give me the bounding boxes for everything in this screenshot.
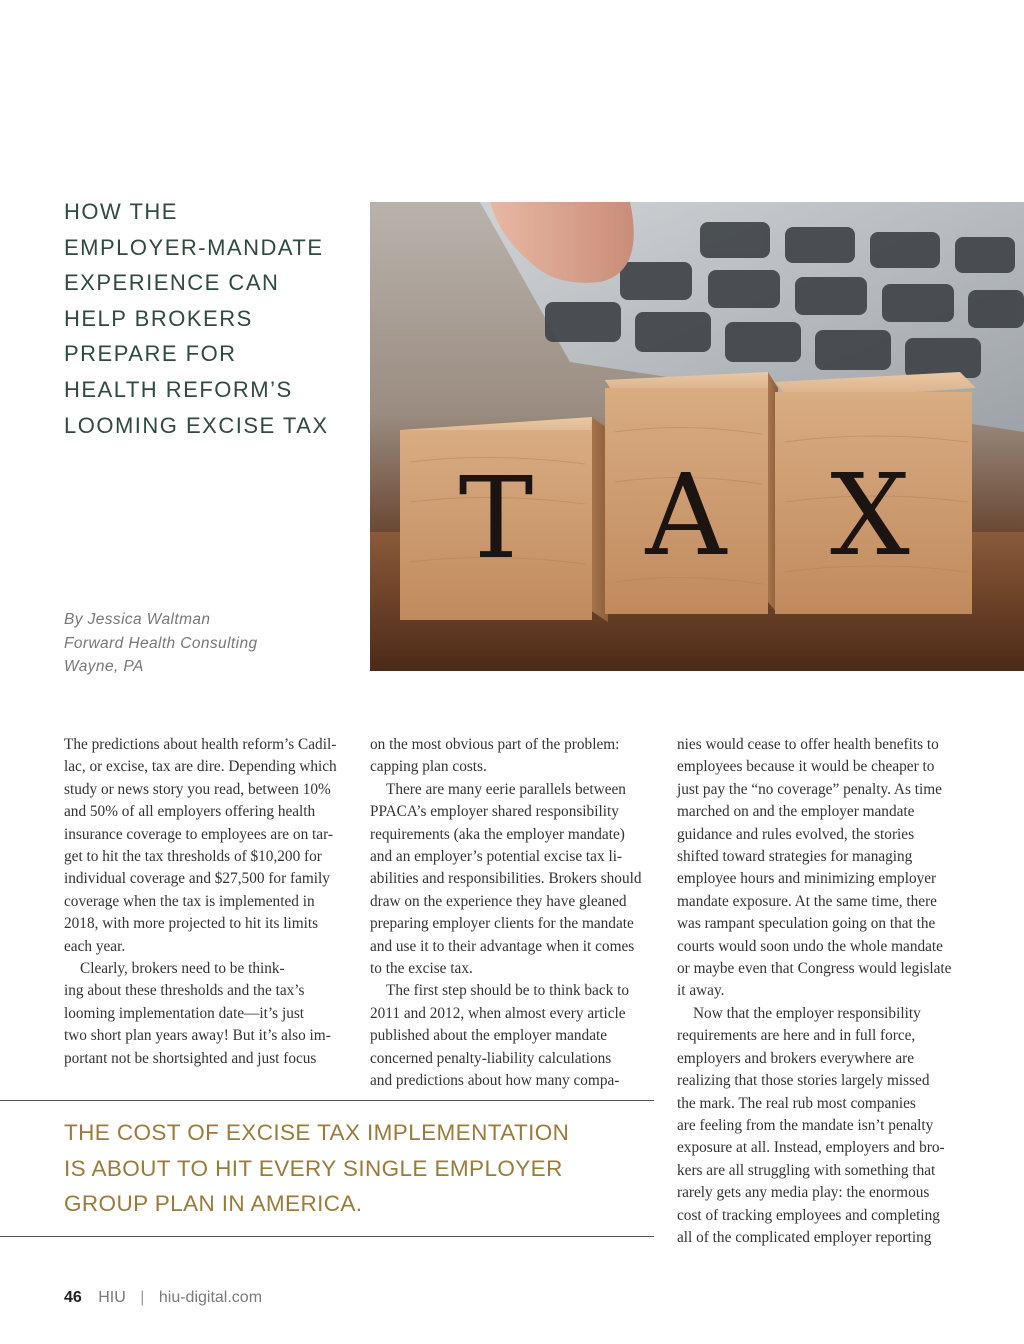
page-number: 46 <box>64 1289 82 1306</box>
page-footer <box>64 1289 262 1307</box>
body-line: requirements are here and in full force, <box>677 1027 916 1045</box>
body-line: There are many eerie parallels between <box>386 780 626 798</box>
body-line: on the most obvious part of the problem: <box>370 736 620 753</box>
body-line: employers and brokers everywhere are <box>677 1049 914 1067</box>
title-line: LOOMING EXCISE TAX <box>64 412 329 438</box>
body-line: published about the employer mandate <box>370 1027 608 1045</box>
body-line: individual coverage and $27,500 for family <box>64 870 330 888</box>
body-line: PPACA’s employer shared responsibility <box>370 803 619 821</box>
body-line: The first step should be to think back to <box>386 982 630 1000</box>
body-column-3 <box>677 734 967 1249</box>
body-line: to the excise tax. <box>370 960 473 978</box>
body-line: and use it to their advantage when it comes <box>370 937 635 955</box>
body-line: coverage when the tax is implemented in <box>64 892 315 910</box>
body-line: are feeling from the mandate isn’t penalty <box>677 1116 934 1134</box>
body-line: marched on and the employer mandate <box>677 803 915 821</box>
body-line: or maybe even that Congress would legislate <box>677 960 952 978</box>
body-line: and predictions about how many compa- <box>370 1072 620 1090</box>
body-line: kers are all struggling with something that <box>677 1161 936 1179</box>
body-line: The predictions about health reform’s Cadil- <box>64 736 337 753</box>
title-line: PREPARE FOR <box>64 341 237 367</box>
block-letter-x: X <box>830 451 910 581</box>
title-line: HELP BROKERS <box>64 305 253 331</box>
byline-author: By Jessica Waltman <box>64 611 211 628</box>
byline-location: Wayne, PA <box>64 658 144 675</box>
body-line: 2018, with more projected to hit its limits <box>64 915 319 933</box>
website-link[interactable]: hiu-digital.com <box>158 1289 263 1306</box>
body-line: employee hours and minimizing employer <box>677 870 937 888</box>
body-line: it away. <box>677 982 725 1000</box>
title-line: HEALTH REFORM’S <box>64 376 293 402</box>
body-line: was rampant speculation going on that the <box>677 915 936 933</box>
title-line: EXPERIENCE CAN <box>64 270 280 296</box>
body-line: and 50% of all employers offering health <box>64 803 316 821</box>
body-line: and an employer’s potential excise tax li- <box>370 848 623 866</box>
body-line: 2011 and 2012, when almost every article <box>370 1004 626 1022</box>
body-line: get to hit the tax thresholds of $10,200 for <box>64 848 322 866</box>
body-line: just pay the “no coverage” penalty. As time <box>677 780 942 798</box>
body-line: shifted toward strategies for managing <box>677 848 913 866</box>
body-line: lac, or excise, tax are dire. Depending which <box>64 758 337 776</box>
body-line: exposure at all. Instead, employers and bro- <box>677 1139 945 1157</box>
body-line: capping plan costs. <box>370 758 487 776</box>
body-line: mandate exposure. At the same time, there <box>677 892 937 910</box>
pull-quote-line: THE COST OF EXCISE TAX IMPLEMENTATION <box>64 1120 570 1145</box>
body-line: portant not be shortsighted and just focus <box>64 1049 317 1067</box>
tax-blocks-photo <box>370 202 1024 671</box>
body-line: employees because it would be cheaper to <box>677 758 935 776</box>
body-line: study or news story you read, between 10% <box>64 780 331 798</box>
title-line: EMPLOYER-MANDATE <box>64 234 324 260</box>
body-line: courts would soon undo the whole mandate <box>677 937 943 955</box>
body-column-1 <box>64 734 349 1070</box>
body-line: abilities and responsibilities. Brokers should <box>370 870 642 888</box>
body-line: requirements (aka the employer mandate) <box>370 825 625 843</box>
block-letter-a: A <box>645 451 727 581</box>
body-line: rarely gets any media play: the enormous <box>677 1184 930 1202</box>
body-line: the mark. The real rub most companies <box>677 1094 916 1112</box>
body-line: preparing employer clients for the mandate <box>370 915 634 933</box>
pull-quote-line: GROUP PLAN IN AMERICA. <box>64 1191 363 1217</box>
byline-organization: Forward Health Consulting <box>64 634 258 652</box>
body-line: Clearly, brokers need to be think- <box>80 960 285 978</box>
body-line: two short plan years away! But it’s also im- <box>64 1027 331 1045</box>
article-title <box>64 194 364 443</box>
body-line: cost of tracking employees and completing <box>677 1206 940 1224</box>
body-line: concerned penalty-liability calculations <box>370 1049 612 1067</box>
pull-quote <box>64 1115 569 1222</box>
body-column-2 <box>370 734 655 1093</box>
body-line: realizing that those stories largely missed <box>677 1072 930 1090</box>
body-line: draw on the experience they have gleaned <box>370 892 627 910</box>
body-line: ing about these thresholds and the tax’s <box>64 982 305 1000</box>
pull-quote-top-rule <box>0 1100 654 1101</box>
body-line: guidance and rules evolved, the stories <box>677 825 915 843</box>
block-letter-t: T <box>458 454 534 584</box>
body-line: insurance coverage to employees are on tar- <box>64 825 333 843</box>
title-line: HOW THE <box>64 199 178 224</box>
body-line: all of the complicated employer reporting <box>677 1228 932 1246</box>
body-line: Now that the employer responsibility <box>693 1004 921 1022</box>
body-line: nies would cease to offer health benefits to <box>677 736 939 753</box>
pull-quote-bottom-rule <box>0 1236 654 1237</box>
byline <box>64 608 258 679</box>
magazine-name: HIU <box>98 1289 126 1306</box>
body-line: looming implementation date—it’s just <box>64 1004 305 1022</box>
footer-separator: | <box>140 1289 145 1306</box>
pull-quote-line: IS ABOUT TO HIT EVERY SINGLE EMPLOYER <box>64 1155 563 1181</box>
body-line: each year. <box>64 937 126 955</box>
